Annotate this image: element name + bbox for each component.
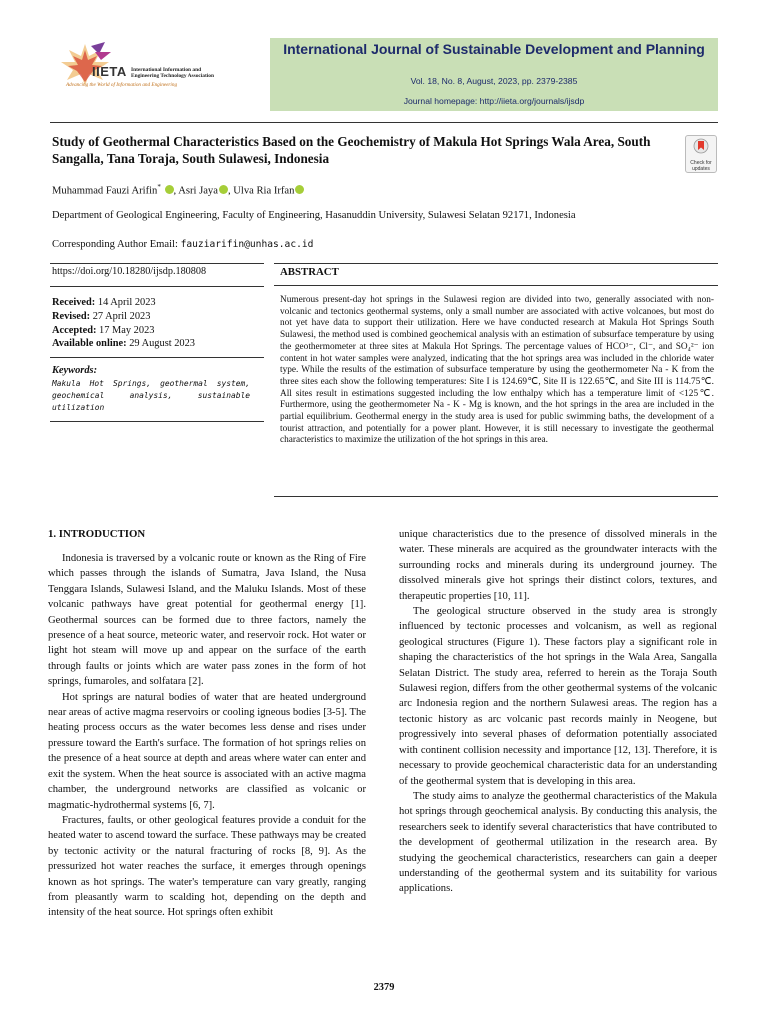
publisher-name-line2: Engineering Technology Association: [131, 73, 214, 80]
publisher-tagline: Advancing the World of Information and Engineering: [66, 82, 178, 88]
author-name: Muhammad Fauzi Arifin: [52, 185, 158, 197]
corresponding-author: [52, 239, 313, 250]
corresponding-mark: *: [157, 183, 161, 191]
page-number: 2379: [373, 982, 395, 993]
corresponding-email[interactable]: fauziarifin@unhas.ac.id: [180, 239, 314, 250]
divider: [274, 496, 718, 497]
check-updates-line2: updates: [692, 165, 710, 172]
publisher-name: [131, 67, 214, 80]
body-column-left: [48, 551, 366, 921]
paragraph: The study aims to analyze the geothermal characteristics of the Makula hot springs through geochemical analysis. By conducting this analysis, the researchers seek to identify several characteristics that have contributed to the development of geothermal utilization in the research area. By studying the geochemical characteristics, researchers can gain a deeper understanding of the geothermal system and its suitability for various applications.: [399, 790, 717, 895]
doi-link[interactable]: https://doi.org/10.18280/ijsdp.180808: [52, 266, 207, 277]
section-heading-introduction: 1. INTRODUCTION: [48, 528, 146, 540]
paragraph: unique characteristics due to the presence of dissolved minerals in the water. These minerals are acquired as the groundwater interacts with the surrounding rocks and minerals during its underground journey. The dissolved minerals give hot springs their distinct colors, textures, and therapeutic properties [10, 11].: [399, 529, 717, 602]
check-updates-line1: Check for: [690, 160, 712, 166]
paragraph: Hot springs are natural bodies of water that are heated underground near areas of active magma reservoirs or cooling igneous bodies [3-5]. The heating process occurs as the water becomes less dense and rises under pressure toward the Earth's surface. The formation of hot springs relies on the presence of a heat source at depth and areas where water can enter and exit the system. When the heat source is associated with an active magma chamber, the underground networks are classified as volcanic or magmatic-hydrothermal systems [6, 7].: [48, 691, 366, 811]
abstract-heading: ABSTRACT: [280, 266, 339, 278]
publisher-abbr: IIETA: [92, 64, 127, 79]
paragraph: Fractures, faults, or other geological features provide a conduit for the heated water to ascend toward the surface. These pathways may be created by tectonic activity or the natural fracturing of rocks [8, 9]. As the pressurized hot water reaches the surface, it emerges through openings known as hot springs. The water's temperature can vary greatly, ranging from pleasantly warm to scalding hot, depending on the depth and intensity of the heat source. Hot springs often exhibit: [48, 814, 366, 919]
check-for-updates-button[interactable]: [685, 135, 717, 173]
header-divider: [50, 122, 718, 123]
bookmark-icon: [686, 136, 716, 156]
journal-homepage[interactable]: Journal homepage: http://iieta.org/journals/ijsdp: [403, 96, 585, 106]
journal-title: International Journal of Sustainable Development and Planning: [283, 41, 705, 57]
divider: [50, 286, 264, 287]
body-column-right: [399, 527, 717, 897]
article-dates: [52, 296, 195, 351]
date-revised: Revised: 27 April 2023: [52, 310, 151, 322]
divider: [50, 263, 264, 264]
author-name: Ulva Ria Irfan: [233, 185, 295, 197]
divider: [50, 421, 264, 422]
date-received: Received: 14 April 2023: [52, 297, 156, 308]
author-list: Muhammad Fauzi Arifin* , Asri Jaya , Ulva Ria Irfan: [52, 183, 304, 197]
orcid-icon[interactable]: [165, 185, 174, 194]
corresponding-label: Corresponding Author Email:: [52, 239, 178, 250]
paragraph: Indonesia is traversed by a volcanic route or known as the Ring of Fire which passes through the islands of Sumatra, Java Island, the Nusa Tenggara Islands, Sulawesi Island, and the Maluku Islands. Most of these volcanic pathways have great potential for geothermal energy [1]. Geothermal sources can be formed due to three factors, namely the presence of a heat source, meteoric water, and reservoir rock. Hot water or light hot steam will move up and appear on the surface of the earth through faults or joints which are water pass zones in the form of hot springs, fumaroles, and solfatara [2].: [48, 553, 366, 688]
keywords-text: Makula Hot Springs, geothermal system, geochemical analysis, sustainable utilization: [52, 379, 250, 412]
date-available-online: Available online: 29 August 2023: [52, 338, 196, 350]
divider: [274, 285, 718, 286]
paragraph: The geological structure observed in the study area is strongly influenced by tectonic processes and volcanism, as well as regional geological structures (Figure 1). These factors play a significant role in shaping the characteristics of the hot springs in the Wala Area, Sangalla Selatan District. The study area, referred to herein as the Toraja South Sulawesi region, differs from the other geothermal systems of the volcanic arc Indonesia region and the northern Sulawesi areas. The region has a tectonic history as arc volcanic past records mainly in Neogene, but progressively into several phases of deformation potentially associated with continent collision necessity and importance [12, 13]. Therefore, it is necessary to provide geochemical characteristic data for an understanding of the geothermal system that is developing in this area.: [399, 606, 717, 787]
paper-title: Study of Geothermal Characteristics Based on the Geochemistry of Makula Hot Springs Wala Area, South Sangalla, Tana Toraja, South Sulawesi, Indonesia: [52, 134, 651, 166]
orcid-icon[interactable]: [295, 185, 304, 194]
divider: [274, 263, 718, 264]
divider: [50, 357, 264, 358]
publisher-name-line1: International Information and: [131, 67, 202, 73]
abstract-text: Numerous present-day hot springs in the Sulawesi region are divided into two, generally associated with non-volcanic and tectonics geothermal systems, only a small number are associated with active volcanoes, but most do not yet have data to support their utilization. Here we have conducted research at Makula Hot Springs South Sulawesi, the method used is combined geochemical analysis with an estimation of subsurface temperature by using the geothermometer at three sites at Makula Hot Springs. The percentage values of HCO³⁻, Cl⁻, and SO₄²⁻ ion content in hot water samples were analyzed, indicating that the hot springs area was included in the chloride water type. While the results of the estimation of subsurface temperature by using the geothermometer Na - K from the three sites each show the following temperatures: Site I is 124.69℃, Site II is 122.65℃, and Site III is 114.75℃. All sites result in estimations suggested including the low enthalpy which has a temperature limit of <125℃. Furthermore, using the geothermometer Na - K - Mg is known, and the hot springs in the area are included in the partial equilibrium. Geothermal energy in the study area is used for public swimming baths, the development of a tourist attraction, and potentially for a power plant. However, it is still necessary to investigate the geothermal characteristics to maximize the utilization of the hot springs in this area.: [280, 295, 714, 446]
author-name: Asri Jaya: [178, 185, 218, 197]
orcid-icon[interactable]: [219, 185, 228, 194]
affiliation: Department of Geological Engineering, Faculty of Engineering, Hasanuddin University, Sulawesi Selatan 92171, Indonesia: [52, 210, 576, 221]
keywords-label: Keywords:: [52, 365, 98, 376]
date-accepted: Accepted: 17 May 2023: [52, 324, 155, 336]
journal-volume: Vol. 18, No. 8, August, 2023, pp. 2379-2385: [410, 76, 578, 86]
